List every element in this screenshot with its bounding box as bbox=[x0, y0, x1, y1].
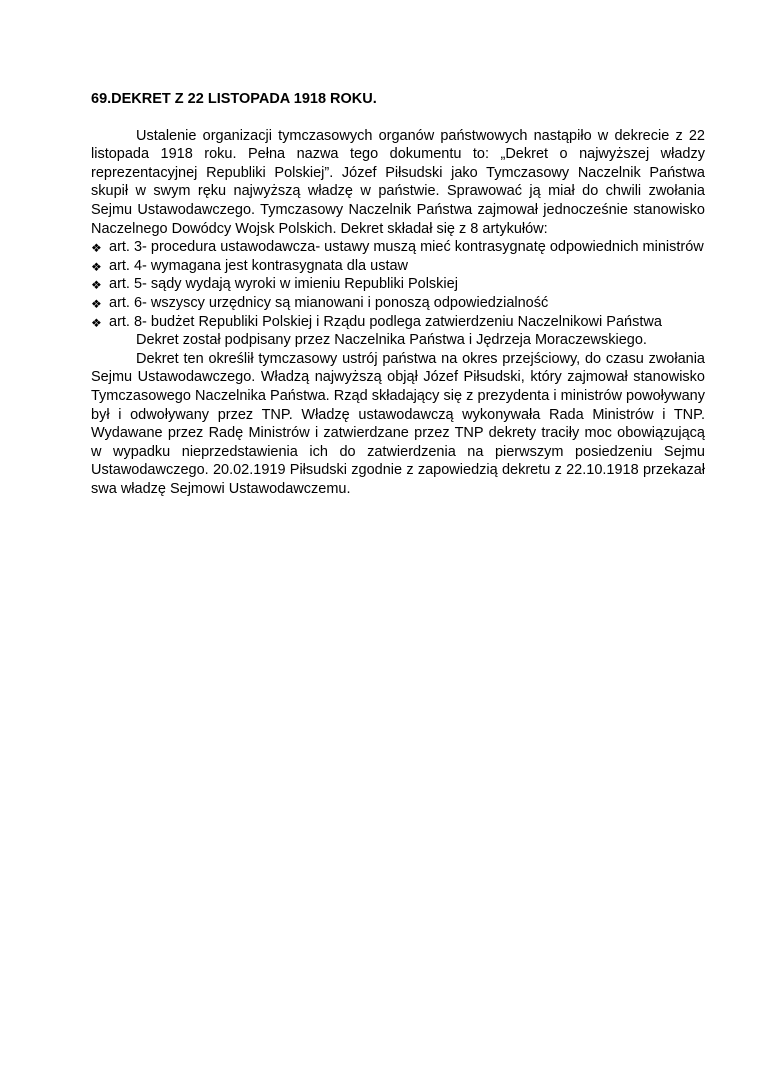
article-text: art. 3- procedura ustawodawcza- ustawy muszą mieć kontrasygnatę odpowiednich ministrów bbox=[109, 239, 704, 256]
article-text: art. 4- wymagana jest kontrasygnata dla ustaw bbox=[109, 257, 409, 274]
article-text: art. 5- sądy wydają wyroki w imieniu Republiki Polskiej bbox=[109, 276, 458, 293]
diamond-bullet-icon: ❖ bbox=[91, 259, 102, 274]
diamond-bullet-icon: ❖ bbox=[91, 315, 102, 330]
list-item bbox=[91, 238, 705, 257]
list-item bbox=[91, 313, 705, 332]
diamond-bullet-icon: ❖ bbox=[91, 278, 102, 293]
articles-list bbox=[91, 238, 705, 331]
conclusion-paragraph: Dekret ten określił tymczasowy ustrój państwa na okres przejściowy, do czasu zwołania Sejmu Ustawodawczego. Władzą najwyższą objął Józef Piłsudski, który zajmował stanowisko Tymczasowego Naczelnika Państwa. Rząd składający się z prezydenta i ministrów powoływany był i odwoływany przez TNP. Władzę ustawodawczą wykonywała Rada Ministrów i TNP. Wydawane przez Radę Ministrów i zatwierdzane przez TNP dekrety traciły moc obowiązującą w wypadku nieprzedstawienia ich do zatwierdzenia na pierwszym posiedzeniu Sejmu Ustawodawczego. 20.02.1919 Piłsudski zgodnie z zapowiedzią dekretu z 22.10.1918 przekazał swa władzę Sejmowi Ustawodawczemu. bbox=[91, 350, 705, 497]
article-text: art. 6- wszyscy urzędnicy są mianowani i ponoszą odpowiedzialność bbox=[109, 294, 549, 311]
list-item bbox=[91, 275, 705, 294]
diamond-bullet-icon: ❖ bbox=[91, 296, 102, 311]
document-page bbox=[91, 90, 705, 498]
signature-paragraph: Dekret został podpisany przez Naczelnika Państwa i Jędrzeja Moraczewskiego. bbox=[136, 332, 647, 349]
document-title: 69.DEKRET Z 22 LISTOPADA 1918 ROKU. bbox=[91, 91, 377, 107]
article-text: art. 8- budżet Republiki Polskiej i Rządu podlega zatwierdzeniu Naczelnikowi Państwa bbox=[109, 313, 662, 330]
list-item bbox=[91, 294, 705, 313]
list-item bbox=[91, 257, 705, 276]
diamond-bullet-icon: ❖ bbox=[91, 241, 102, 256]
intro-paragraph: Ustalenie organizacji tymczasowych organów państwowych nastąpiło w dekrecie z 22 listopada 1918 roku. Pełna nazwa tego dokumentu to: „Dekret o najwyższej władzy reprezentacyjnej Republiki Polskiej”. Józef Piłsudski jako Tymczasowy Naczelnik Państwa skupił w swym ręku najwyższą władzę w państwie. Sprawować ją miał do chwili zwołania Sejmu Ustawodawczego. Tymczasowy Naczelnik Państwa zajmował jednocześnie stanowisko Naczelnego Dowódcy Wojsk Polskich. Dekret składał się z 8 artykułów: bbox=[91, 127, 705, 237]
